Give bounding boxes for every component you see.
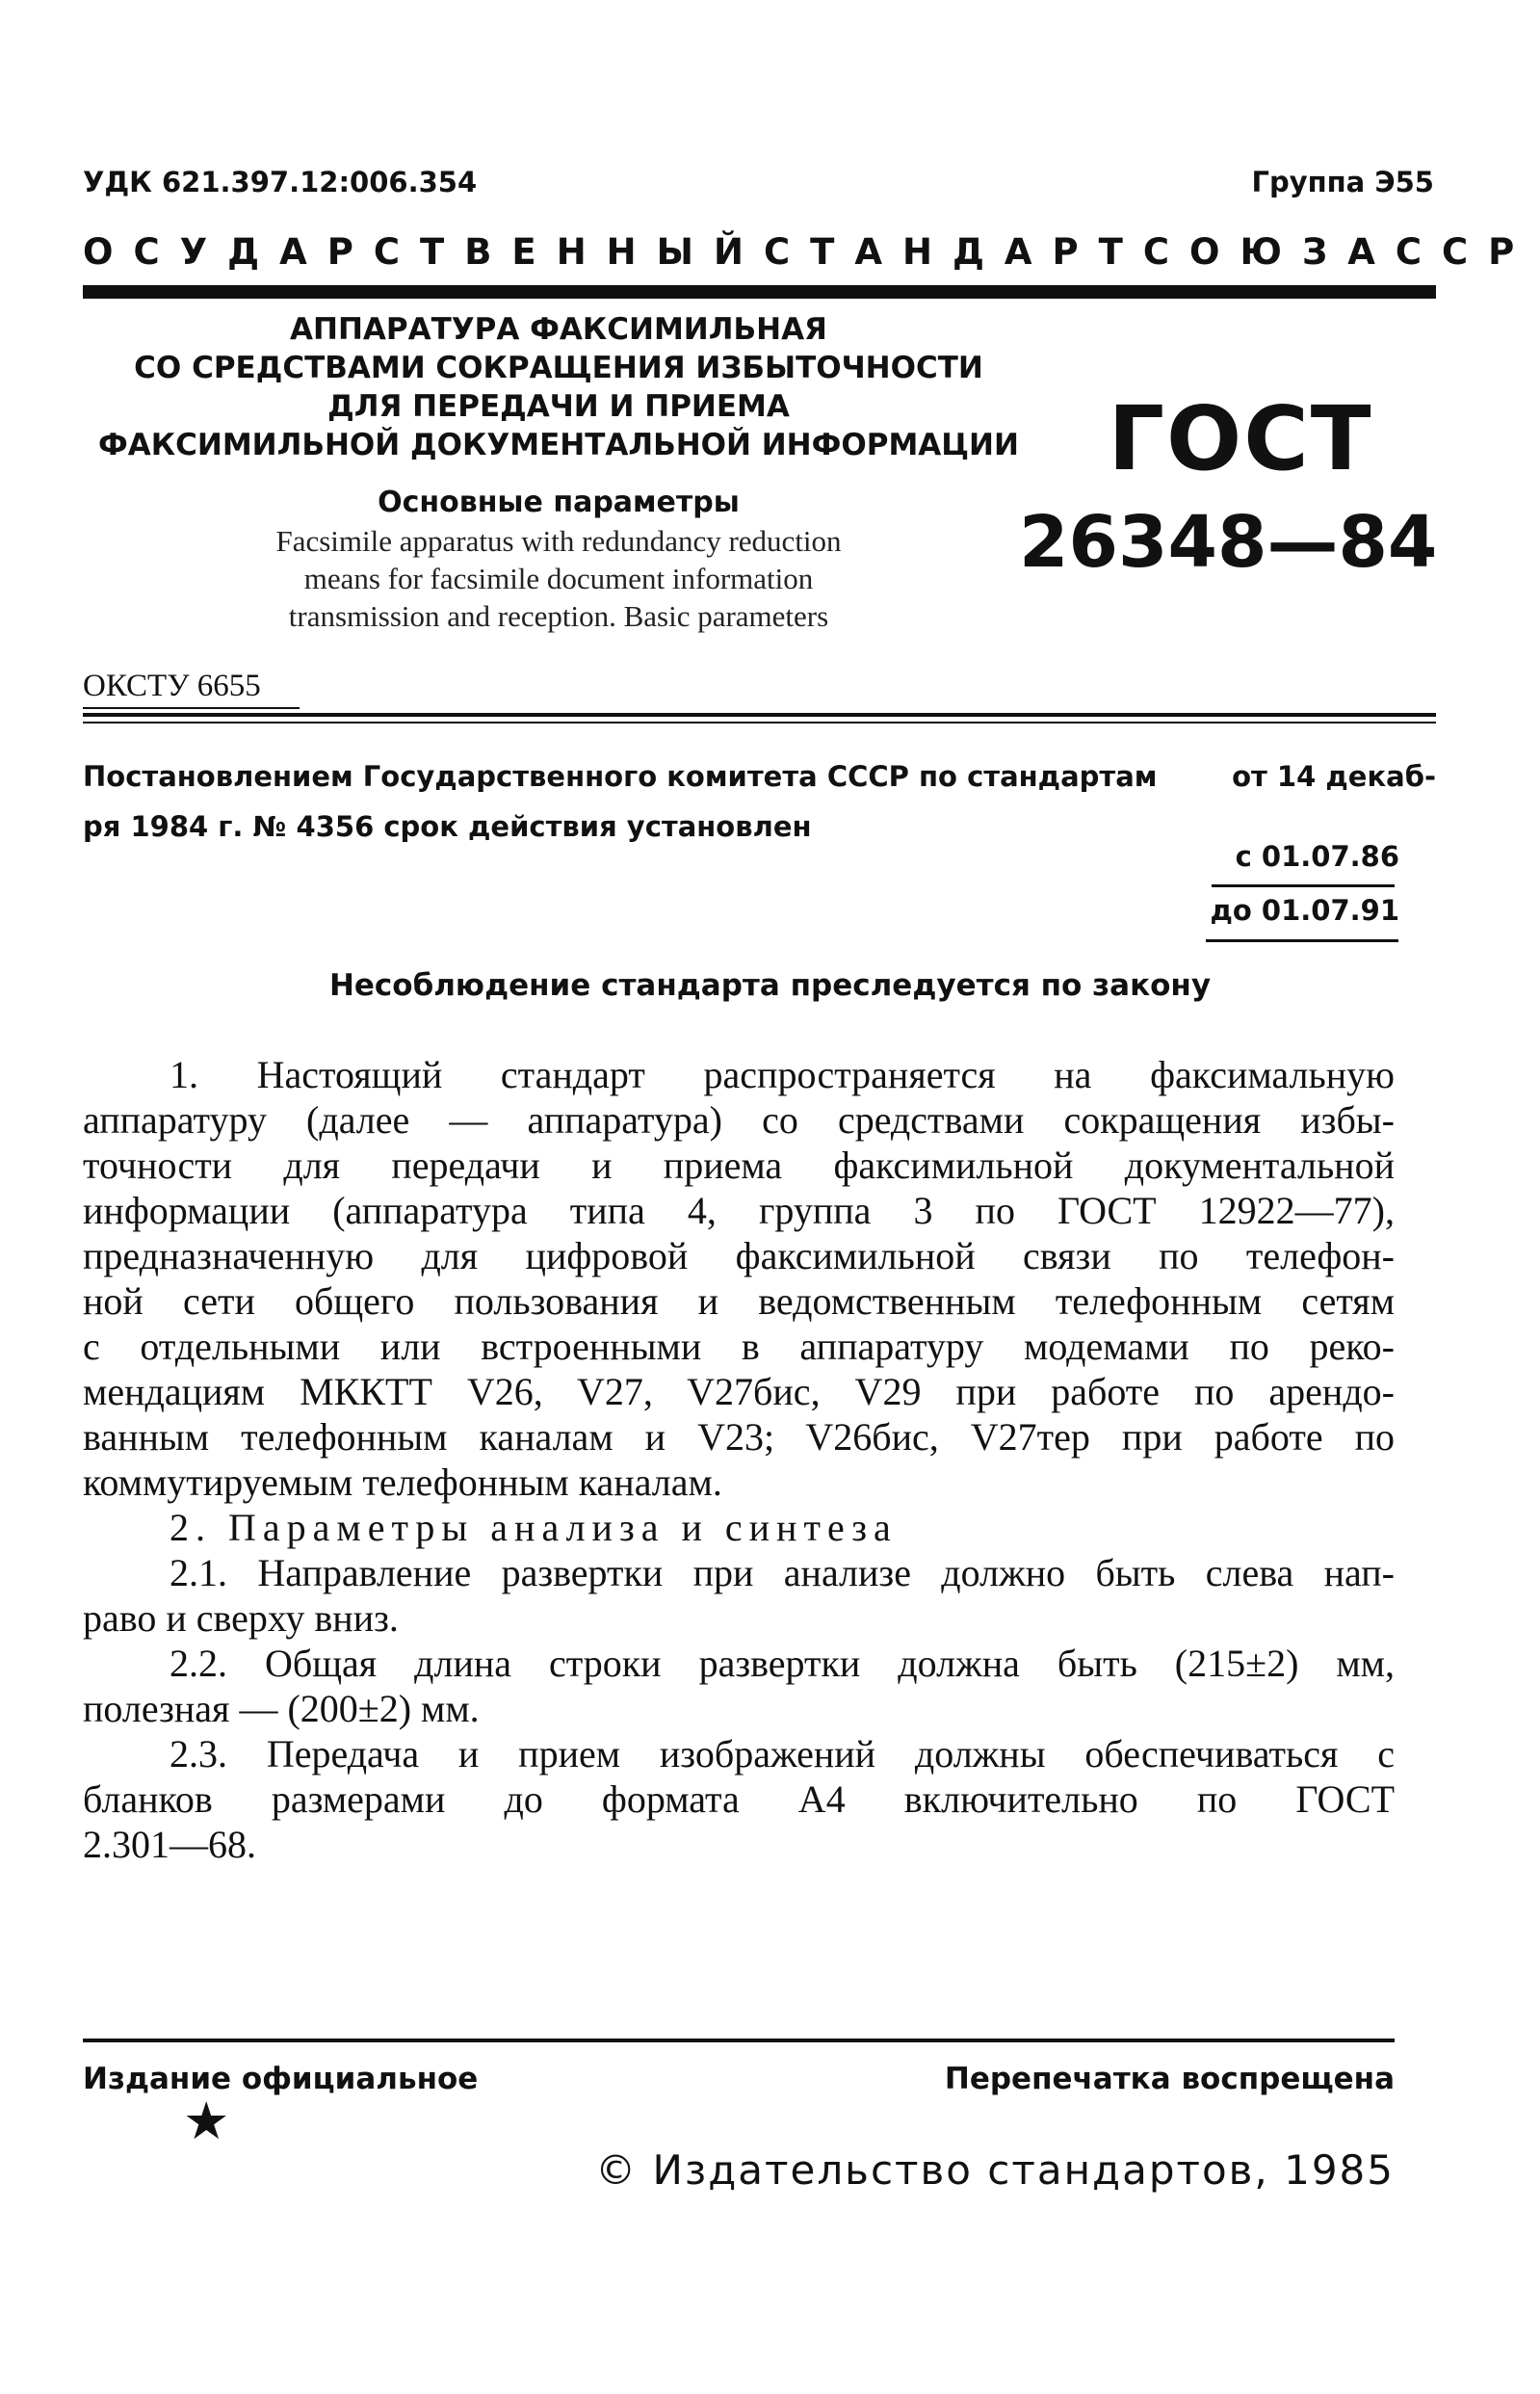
body-line: мендациям МККТТ V26, V27, V27бис, V29 при работе по арендо- [83,1370,1395,1413]
title-line-4: ФАКСИМИЛЬНОЙ ДОКУМЕНТАЛЬНОЙ ИНФОРМАЦИИ [98,428,1019,462]
body-line: ванным телефонным каналам и V23; V26бис, V27тер при работе по [83,1415,1395,1459]
edition-label: Издание официальное [83,2062,479,2096]
okstu-underline [83,707,300,709]
english-title-line-1: Facsimile apparatus with redundancy reduction [275,524,842,558]
english-title-line-3: transmission and reception. Basic parameters [288,599,829,633]
section-heading: 2. Параметры анализа и синтеза [170,1506,898,1549]
reprint-notice: Перепечатка воспрещена [944,2062,1395,2096]
english-title-line-2: means for facsimile document information [303,562,814,595]
date-from: с 01.07.86 [1235,840,1399,873]
body-line: точности для передачи и приема факсимильной документальной [83,1144,1395,1187]
body-line: 2.2. Общая длина строки развертки должна быть (215±2) мм, [170,1642,1395,1685]
body-line: ной сети общего пользования и ведомственным телефонным сетям [83,1279,1395,1323]
state-standard-heading [83,231,1535,273]
body-line: коммутируемым телефонным каналам. [83,1460,722,1504]
body-line: 2.3. Передача и прием изображений должны обеспечиваться с [170,1732,1395,1776]
state-word-3: СОЮЗА [1142,231,1396,273]
decree-rule-top-2 [83,722,1436,723]
okstu-code: ОКСТУ 6655 [83,669,261,703]
state-word-1: ОСУДАРСТВЕННЫЙ [83,231,764,273]
gost-label: ГОСТ [1108,387,1373,490]
decree-rule-top [83,713,1436,717]
title-block [58,310,1059,632]
body-line: 1. Настоящий стандарт распространяется на факсимальную [170,1053,1395,1096]
date-separator [1212,884,1395,887]
footer-rule [83,2039,1395,2042]
date-to: до 01.07.91 [1210,894,1399,927]
body-line: раво и сверху вниз. [83,1596,399,1640]
decree-line-1-end: от 14 декаб- [1232,760,1436,793]
state-word-2: СТАНДАРТ [763,231,1143,273]
gost-number: 26348—84 [1019,501,1438,584]
title-line-3: ДЛЯ ПЕРЕДАЧИ И ПРИЕМА [327,389,790,424]
decree-line-1: Постановлением Государственного комитета СССР по стандартам [83,760,1158,793]
body-line: 2.1. Направление развертки при анализе должно быть слева нап- [170,1551,1395,1594]
document-body [83,1052,1395,1867]
title-line-2: СО СРЕДСТВАМИ СОКРАЩЕНИЯ ИЗБЫТОЧНОСТИ [134,351,983,385]
body-line: с отдельными или встроенными в аппаратуру модемами по реко- [83,1325,1395,1368]
title-line-1: АППАРАТУРА ФАКСИМИЛЬНАЯ [290,312,827,347]
subtitle: Основные параметры [378,486,740,519]
copyright-notice: © Издательство стандартов, 1985 [595,2146,1395,2194]
decree-text [83,751,1436,852]
body-line: аппаратуру (далее — аппаратура) со средствами сокращения избы- [83,1098,1395,1142]
legal-notice: Несоблюдение стандарта преследуется по закону [328,968,1212,1003]
decree-line-2: ря 1984 г. № 4356 срок действия установлен [83,810,812,843]
date-underline [1206,939,1398,942]
state-word-4: ССР [1395,231,1535,273]
body-line: информации (аппаратура типа 4, группа 3 по ГОСТ 12922—77), [83,1189,1395,1232]
body-line: полезная — (200±2) мм. [83,1687,480,1730]
body-line: предназначенную для цифровой факсимильной связи по телефон- [83,1234,1395,1277]
header-rule [83,285,1436,299]
body-line: бланков размерами до формата А4 включительно по ГОСТ [83,1777,1395,1821]
body-line: 2.301—68. [83,1823,256,1866]
star-icon: ★ [183,2091,230,2151]
udk-code: УДК 621.397.12:006.354 [83,166,478,198]
group-code: Группа Э55 [1251,166,1434,198]
